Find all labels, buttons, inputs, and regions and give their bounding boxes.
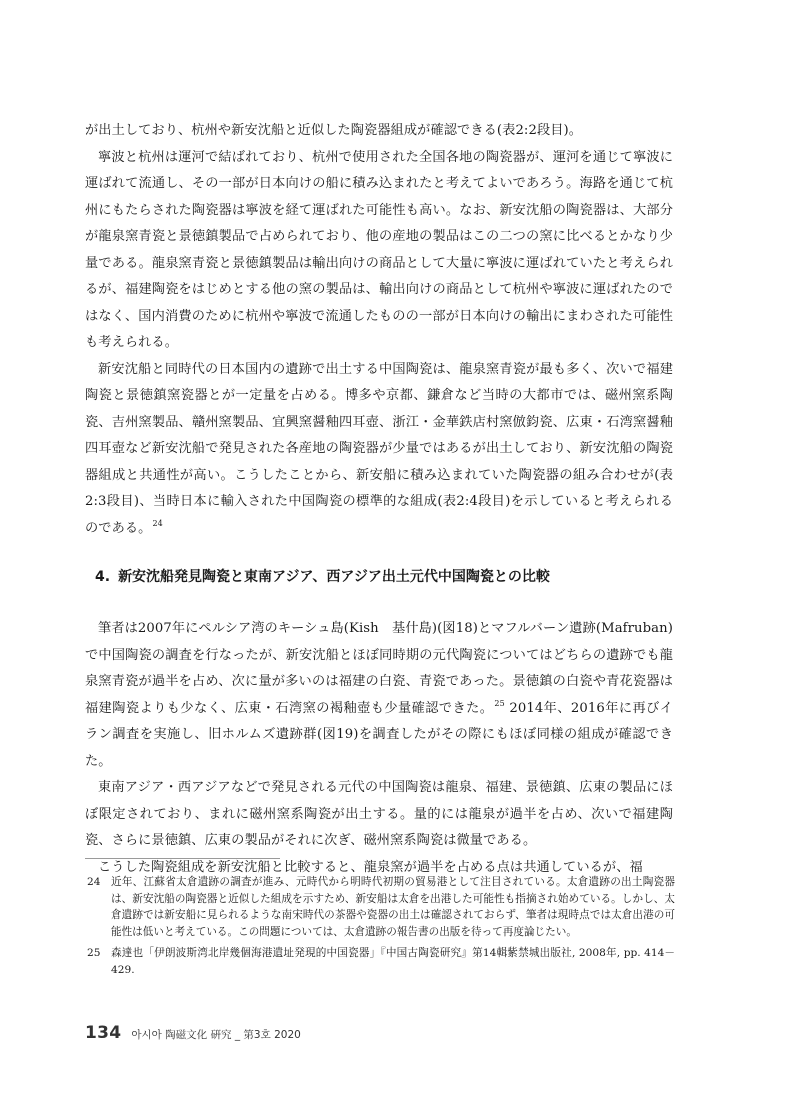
paragraph-5: 東南アジア・西アジアなどで発見される元代の中国陶瓷は龍泉、福建、景徳鎮、広東の製品にほぼ限定されており、まれに磁州窯系陶瓷が出土する。量的には龍泉が過半を占め、次いで福建陶瓷、さらに景徳鎮、広東の製品がそれに次ぎ、磁州窯系陶瓷は微量である。 (85, 780, 673, 848)
footnote-divider (85, 858, 280, 859)
page-footer (85, 1023, 301, 1043)
footnotes (85, 874, 675, 983)
paragraph-3 (85, 357, 673, 543)
footnote-ref-25[interactable]: 25 (494, 698, 505, 708)
paragraph-2: 寧波と杭州は運河で結ばれており、杭州で使用された全国各地の陶瓷器が、運河を通じて寧波に運ばれて流通し、その一部が日本向けの船に積み込まれたと考えてよいであろう。海路を通じて杭州にもたらされた陶瓷器は寧波を経て運ばれた可能性も高い。なお、新安沈船の陶瓷器は、大部分が龍泉窯青瓷と景徳鎮製品で占められており、他の産地の製品はこの二つの窯に比べるとかなり少量である。龍泉窯青瓷と景徳鎮製品は輸出向けの商品として大量に寧波に運ばれていたと考えられるが、福建陶瓷をはじめとする他の窯の製品は、輸出向けの商品として杭州や寧波に運ばれたのではなく、国内消費のために杭州や寧波で流通したものの一部が日本向けの輸出にまわされた可能性も考えられる。 (85, 149, 673, 350)
page-number: 134 (85, 1023, 122, 1043)
paragraph-4b-text: 2014年、2016年に再びイラン調査を実施し、旧ホルムズ遺跡群(図19)を調査したがその際にもほぼ同様の組成が確認できた。 (85, 700, 673, 769)
footnote-25 (85, 945, 675, 978)
main-text (85, 118, 673, 881)
footnote-text: 森達也「伊朗波斯湾北岸幾個海港遺址発現的中国瓷器」『中国古陶瓷研究』第14輯紫禁城出版社, 2008年, pp. 414－429. (111, 947, 675, 976)
paragraph-1: が出土しており、杭州や新安沈船と近似した陶瓷器組成が確認できる(表2:2段目)。 (85, 123, 583, 138)
section-heading (85, 566, 673, 588)
footnote-text: 近年、江蘇省太倉遺跡の調査が進み、元時代から明時代初期の貿易港として注目されている。太倉遺跡の出土陶瓷器は、新安沈船の陶瓷器と近似した組成を示すため、新安船は太倉を出港した可能性も指摘され始めている。しかし、太倉遺跡では新安船に見られるような南宋時代の茶器や瓷器の出土は確認されておらず、筆者は現時点では太倉出港の可能性は低いと考えている。この問題については、太倉遺跡の報告書の出版を待って再度論じたい。 (111, 876, 675, 938)
footnote-24 (85, 874, 675, 940)
footnote-number: 24 (87, 876, 101, 888)
paragraph-4a-text: 筆者は2007年にペルシア湾のキーシュ島(Kish 基什島)(図18)とマフルバーン遺跡(Mafruban)で中国陶瓷の調査を行なったが、新安沈船とほぼ同時期の元代陶瓷についてはどちらの遺跡でも龍泉窯青瓷が過半を占め、次に量が多いのは福建の白瓷、青瓷であった。景徳鎮の白瓷や青花瓷器は福建陶瓷よりも少なく、広東・石湾窯の褐釉壺も少量確認できた。 (85, 621, 673, 716)
paragraph-6: こうした陶瓷組成を新安沈船と比較すると、龍泉窯が過半を占める点は共通しているが、福 (98, 859, 643, 875)
footnote-ref-24[interactable]: 24 (152, 518, 163, 528)
section-title: 新安沈船発見陶瓷と東南アジア、西アジア出土元代中国陶瓷との比較 (118, 569, 550, 585)
section-number: 4. (95, 569, 111, 585)
paragraph-3-text: 新安沈船と同時代の日本国内の遺跡で出土する中国陶瓷は、龍泉窯青瓷が最も多く、次いで福建陶瓷と景徳鎮窯瓷器とが一定量を占める。博多や京都、鎌倉など当時の大都市では、磁州窯系陶瓷、吉州窯製品、贛州窯製品、宜興窯醤釉四耳壺、浙江・金華鉄店村窯倣鈞瓷、広東・石湾窯醤釉四耳壺など新安沈船で発見された各産地の陶瓷器が少量ではあるが出土しており、新安沈船の陶瓷器組成と共通性が高い。こうしたことから、新安船に積み込まれていた陶瓷器の組み合わせが(表2:3段目)、当時日本に輸入された中国陶瓷の標準的な組成(表2:4段目)を示していると考えられるのである。 (85, 361, 673, 536)
running-title: 아시아 陶磁文化 硏究 _ 第3호 2020 (131, 1029, 301, 1041)
footnote-number: 25 (87, 947, 101, 959)
paragraph-4 (85, 616, 673, 775)
